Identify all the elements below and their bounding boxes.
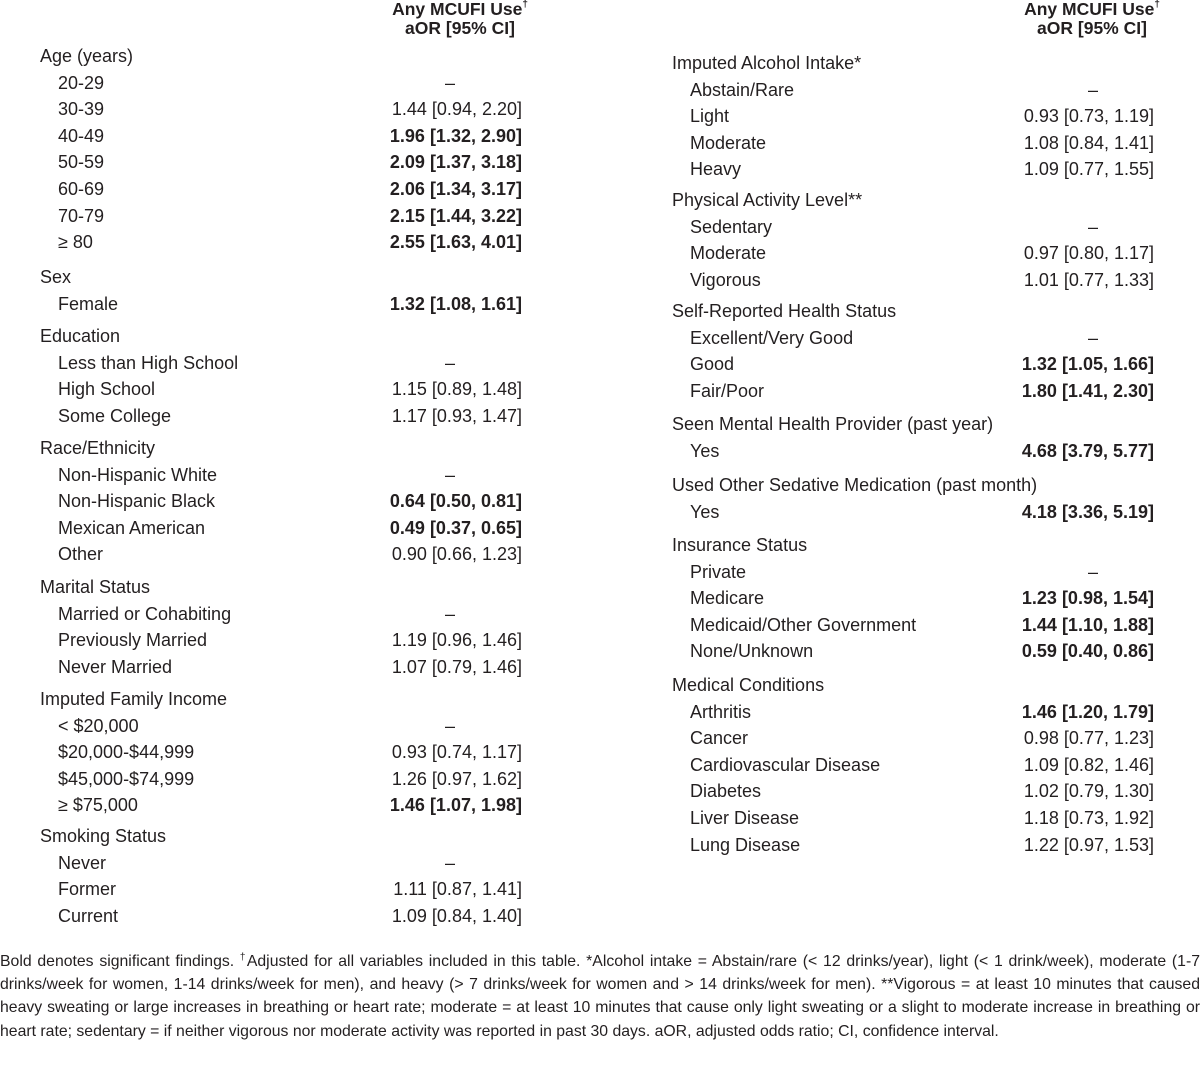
table-row	[632, 130, 1200, 157]
group-title: Physical Activity Level**	[672, 190, 863, 210]
group-title: Age (years)	[40, 46, 134, 66]
table-row	[632, 805, 1200, 832]
row-label: Moderate	[690, 132, 767, 153]
row-label: Less than High School	[58, 352, 239, 373]
row-aor-value: 0.49 [0.37, 0.65]	[389, 517, 522, 538]
variable-group	[632, 187, 1200, 293]
table-row	[632, 612, 1200, 639]
row-aor-value: 0.59 [0.40, 0.86]	[1021, 641, 1154, 662]
variable-group	[632, 472, 1200, 525]
table-row	[632, 499, 1200, 526]
row-aor-value: 1.44 [1.10, 1.88]	[1021, 614, 1154, 635]
row-label: Moderate	[690, 243, 767, 264]
table-row	[0, 403, 600, 430]
row-aor-value: –	[1087, 327, 1098, 348]
row-label: Yes	[690, 501, 720, 522]
group-title: Smoking Status	[40, 826, 167, 846]
row-aor-value: –	[1087, 561, 1098, 582]
row-label: ≥ 80	[58, 232, 93, 253]
group-title: Imputed Family Income	[40, 689, 228, 709]
table-row	[632, 559, 1200, 586]
table-row	[632, 77, 1200, 104]
row-aor-value: 2.09 [1.37, 3.18]	[389, 152, 522, 173]
table-row	[632, 638, 1200, 665]
table-row	[0, 792, 600, 819]
table-row	[0, 739, 600, 766]
footnote-part1: Bold denotes significant findings.	[0, 953, 240, 970]
table-row	[0, 766, 600, 793]
row-aor-value: 1.46 [1.07, 1.98]	[389, 795, 522, 816]
group-title: Medical Conditions	[672, 675, 825, 695]
table-row	[0, 601, 600, 628]
row-aor-value: 1.18 [0.73, 1.92]	[1023, 807, 1154, 828]
row-label: Mexican American	[58, 517, 206, 538]
group-title: Sex	[40, 267, 72, 287]
row-aor-value: 1.02 [0.79, 1.30]	[1023, 781, 1154, 802]
table-row	[632, 585, 1200, 612]
row-aor-value: 1.17 [0.93, 1.47]	[391, 405, 522, 426]
row-label: Lung Disease	[690, 834, 801, 855]
row-aor-value: 0.64 [0.50, 0.81]	[389, 491, 522, 512]
table-row	[0, 850, 600, 877]
table-row	[0, 515, 600, 542]
row-label: Previously Married	[58, 630, 208, 651]
row-aor-value: –	[1087, 79, 1098, 100]
variable-group	[632, 672, 1200, 858]
group-title: Insurance Status	[672, 535, 808, 555]
row-label: Other	[58, 544, 104, 565]
row-aor-value: –	[444, 72, 455, 93]
column-subtitle: aOR [95% CI]	[1037, 18, 1147, 38]
row-label: Yes	[690, 440, 720, 461]
table-row	[632, 267, 1200, 294]
row-label: 70-79	[58, 205, 105, 226]
table-row	[632, 214, 1200, 241]
row-aor-value: –	[444, 464, 455, 485]
table-row	[632, 156, 1200, 183]
table-row	[0, 903, 600, 930]
row-aor-value: 1.80 [1.41, 2.30]	[1021, 380, 1154, 401]
table-row	[0, 627, 600, 654]
dagger-mark: †	[522, 0, 528, 10]
row-aor-value: 0.98 [0.77, 1.23]	[1023, 728, 1154, 749]
row-aor-value: 1.96 [1.32, 2.90]	[389, 125, 522, 146]
row-label: Diabetes	[690, 781, 762, 802]
row-aor-value: 1.32 [1.08, 1.61]	[389, 293, 522, 314]
row-label: Married or Cohabiting	[58, 603, 232, 624]
variable-group	[0, 686, 600, 819]
footnote-dagger: †	[239, 952, 247, 963]
table-row	[0, 462, 600, 489]
row-aor-value: 1.26 [0.97, 1.62]	[391, 768, 522, 789]
row-aor-value: 1.09 [0.82, 1.46]	[1023, 754, 1154, 775]
table-row	[0, 488, 600, 515]
table-row	[632, 438, 1200, 465]
table-footnote	[0, 950, 1200, 1043]
row-label: Heavy	[690, 159, 742, 180]
row-label: Arthritis	[690, 701, 752, 722]
row-label: Abstain/Rare	[690, 79, 795, 100]
variable-group	[0, 43, 600, 256]
row-aor-value: 1.09 [0.77, 1.55]	[1023, 159, 1154, 180]
row-aor-value: –	[444, 603, 455, 624]
row-label: Light	[690, 106, 730, 127]
table-row	[632, 378, 1200, 405]
row-aor-value: 1.19 [0.96, 1.46]	[391, 630, 522, 651]
row-aor-value: 1.11 [0.87, 1.41]	[393, 879, 522, 900]
table-row	[632, 832, 1200, 859]
group-title: Self-Reported Health Status	[672, 301, 897, 321]
table-row	[632, 699, 1200, 726]
table-row	[0, 376, 600, 403]
variable-group	[0, 574, 600, 680]
row-label: 40-49	[58, 125, 105, 146]
dagger-mark: †	[1154, 0, 1160, 10]
row-label: Excellent/Very Good	[690, 327, 854, 348]
row-label: None/Unknown	[690, 641, 814, 662]
row-aor-value: –	[444, 852, 455, 873]
row-label: Medicare	[690, 588, 765, 609]
row-aor-value: 4.18 [3.36, 5.19]	[1021, 501, 1154, 522]
group-title: Education	[40, 326, 121, 346]
row-label: Liver Disease	[690, 807, 800, 828]
row-label: Never Married	[58, 656, 173, 677]
row-aor-value: 1.09 [0.84, 1.40]	[391, 905, 522, 926]
row-aor-value: 0.97 [0.80, 1.17]	[1023, 243, 1154, 264]
table-row	[0, 350, 600, 377]
column-subtitle: aOR [95% CI]	[405, 18, 515, 38]
row-aor-value: –	[444, 715, 455, 736]
row-aor-value: 1.23 [0.98, 1.54]	[1021, 588, 1154, 609]
row-label: 50-59	[58, 152, 105, 173]
row-aor-value: 1.46 [1.20, 1.79]	[1021, 701, 1154, 722]
column-title: Any MCUFI Use	[1024, 0, 1155, 19]
group-title: Used Other Sedative Medication (past month)	[672, 475, 1038, 495]
row-label: Former	[58, 879, 116, 900]
row-aor-value: 2.15 [1.44, 3.22]	[389, 205, 522, 226]
row-label: Medicaid/Other Government	[690, 614, 917, 635]
table-row	[632, 752, 1200, 779]
table-row	[0, 654, 600, 681]
row-aor-value: 1.08 [0.84, 1.41]	[1023, 132, 1154, 153]
row-label: Good	[690, 354, 735, 375]
table-row	[0, 176, 600, 203]
table-row	[632, 240, 1200, 267]
row-aor-value: 1.07 [0.79, 1.46]	[391, 656, 522, 677]
row-aor-value: –	[1087, 216, 1098, 237]
table-row	[632, 725, 1200, 752]
row-aor-value: 1.15 [0.89, 1.48]	[391, 379, 522, 400]
table-row	[0, 149, 600, 176]
row-label: Fair/Poor	[690, 380, 765, 401]
row-label: Vigorous	[690, 269, 761, 290]
row-label: 60-69	[58, 178, 105, 199]
column-title: Any MCUFI Use	[392, 0, 523, 19]
row-aor-value: 2.55 [1.63, 4.01]	[389, 232, 522, 253]
row-aor-value: 0.93 [0.73, 1.19]	[1023, 106, 1154, 127]
left-column-header	[370, 0, 550, 38]
table-row	[0, 229, 600, 256]
row-label: Current	[58, 905, 119, 926]
row-label: 20-29	[58, 72, 105, 93]
group-title: Imputed Alcohol Intake*	[672, 53, 862, 73]
row-aor-value: –	[444, 352, 455, 373]
footnote-part2: Adjusted for all variables included in this table. *Alcohol intake = Abstain/rare (< 12 drinks/year), light (< 1 drink/week), moderate (1-7 drinks/week for women, 1-14 drinks/week for men), and heavy (> 7 drinks/week for women and > 14 drinks/week for men). **Vigorous = at least 10 minutes that caused heavy sweating or large increases in breathing or heart rate; moderate = at least 10 minutes that cause only light sweating or a slight to moderate increase in breathing or heart rate; sedentary = if neither vigorous nor moderate activity was reported in past 30 days. aOR, adjusted odds ratio; CI, confidence interval.	[0, 953, 1200, 1040]
row-label: ≥ $75,000	[58, 795, 138, 816]
row-label: Cancer	[690, 728, 749, 749]
row-label: Sedentary	[690, 216, 773, 237]
row-label: Non-Hispanic Black	[58, 491, 216, 512]
row-label: < $20,000	[58, 715, 139, 736]
row-aor-value: 0.93 [0.74, 1.17]	[391, 742, 522, 763]
variable-group	[0, 823, 600, 929]
variable-group	[0, 435, 600, 568]
row-aor-value: 1.01 [0.77, 1.33]	[1023, 269, 1154, 290]
row-label: Cardiovascular Disease	[690, 754, 881, 775]
variable-group	[632, 50, 1200, 183]
variable-group	[632, 411, 1200, 464]
row-label: Some College	[58, 405, 172, 426]
row-label: $20,000-$44,999	[58, 742, 195, 763]
row-aor-value: 1.44 [0.94, 2.20]	[391, 99, 522, 120]
row-aor-value: 1.32 [1.05, 1.66]	[1021, 354, 1154, 375]
right-column-header	[1002, 0, 1182, 38]
row-label: Non-Hispanic White	[58, 464, 218, 485]
variable-group	[632, 298, 1200, 404]
row-label: Never	[58, 852, 107, 873]
table-row	[0, 203, 600, 230]
table-row	[632, 325, 1200, 352]
row-aor-value: 4.68 [3.79, 5.77]	[1021, 440, 1154, 461]
table-row	[0, 291, 600, 318]
row-label: $45,000-$74,999	[58, 768, 195, 789]
row-label: 30-39	[58, 99, 105, 120]
row-label: Private	[690, 561, 747, 582]
table-row	[632, 103, 1200, 130]
row-aor-value: 0.90 [0.66, 1.23]	[391, 544, 522, 565]
variable-group	[0, 264, 600, 317]
table-row	[0, 713, 600, 740]
group-title: Race/Ethnicity	[40, 438, 156, 458]
variable-group	[632, 532, 1200, 665]
table-row	[0, 123, 600, 150]
table-row	[0, 541, 600, 568]
table-row	[632, 351, 1200, 378]
row-label: High School	[58, 379, 156, 400]
table-row	[632, 778, 1200, 805]
row-aor-value: 2.06 [1.34, 3.17]	[389, 178, 522, 199]
table-row	[0, 70, 600, 97]
group-title: Marital Status	[40, 577, 151, 597]
table-row	[0, 96, 600, 123]
row-label: Female	[58, 293, 119, 314]
row-aor-value: 1.22 [0.97, 1.53]	[1023, 834, 1154, 855]
variable-group	[0, 323, 600, 429]
group-title: Seen Mental Health Provider (past year)	[672, 414, 994, 434]
table-row	[0, 876, 600, 903]
